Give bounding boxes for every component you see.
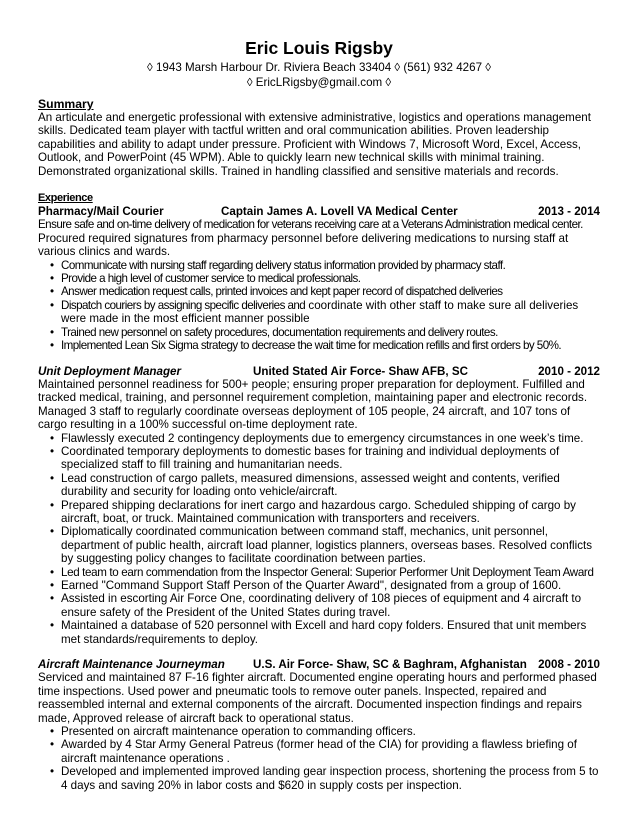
- job-organization: United Stated Air Force- Shaw AFB, SC: [253, 364, 468, 378]
- list-item: • Trained new personnel on safety procedures, documentation requirements and delivery routes.: [61, 326, 600, 339]
- job-bullet-list: [38, 259, 600, 353]
- list-item: • Developed and implemented improved landing gear inspection process, shortening the process from 5 to 4 days and saving 20% in labor costs and $620 in supply costs per inspection.: [61, 765, 600, 792]
- list-item: • Awarded by 4 Star Army General Patreus (former head of the CIA) for providing a flawless briefing of aircraft maintenance operations .: [61, 738, 600, 765]
- job-dates: 2010 - 2012: [538, 364, 600, 378]
- job-dates: 2013 - 2014: [538, 205, 600, 219]
- job-title: Pharmacy/Mail Courier: [38, 205, 164, 219]
- list-item: • Communicate with nursing staff regarding delivery status information provided by pharmacy staff.: [61, 259, 600, 272]
- list-item: • Maintained a database of 520 personnel with Excell and hard copy folders. Ensured that unit members met standards/requirements to deploy.: [61, 619, 600, 646]
- job-description-part: Ensure safe and on-time delivery of medication for veterans receiving care at a Veterans Administration medical center.: [38, 218, 583, 232]
- list-item: • Implemented Lean Six Sigma strategy to decrease the wait time for medication refills and first orders by 50%.: [61, 339, 600, 352]
- summary-heading: Summary: [38, 97, 94, 111]
- list-item: • Diplomatically coordinated communication between command staff, mechanics, unit personnel, department of public health, aircraft load planner, logistics planners, overseas bases. Resolved conflicts by suggesting policy changes to facilitate coordination between parties.: [61, 525, 600, 565]
- list-item: • Assisted in escorting Air Force One, coordinating delivery of 108 pieces of equipment and 4 aircraft to ensure safety of the President of the United States during travel.: [61, 592, 600, 619]
- job-organization: U.S. Air Force- Shaw, SC & Baghram, Afghanistan: [253, 658, 527, 672]
- job-header: [38, 658, 600, 671]
- list-item-part: coordinate with other staff to make sure all deliveries were made in the most efficient manner possible: [61, 298, 579, 326]
- list-item: • Presented on aircraft maintenance operation to commanding officers.: [61, 725, 600, 738]
- job-bullet-list: [38, 432, 600, 647]
- job-header: [38, 365, 600, 378]
- job-title: Unit Deployment Manager: [38, 364, 182, 378]
- list-item: • Earned "Command Support Staff Person of the Quarter Award", designated from a group of 1600.: [61, 579, 600, 592]
- job-description: [38, 218, 600, 258]
- list-item: • Lead construction of cargo pallets, measured dimensions, assessed weight and contents, verified durability and security for loading onto vehicle/aircraft.: [61, 472, 600, 499]
- list-item: • Coordinated temporary deployments to domestic bases for training and individual deployments of specialized staff to fill training and humanitarian needs.: [61, 445, 600, 472]
- list-item: • Provide a high level of customer service to medical professionals.: [61, 272, 600, 285]
- job-description-part: Procured required signatures from pharmacy personnel before delivering medications to nursing staff at various clinics and wards.: [38, 231, 569, 259]
- list-item: • Flawlessly executed 2 contingency deployments due to emergency circumstances in one week’s time.: [61, 432, 600, 445]
- list-item: • Answer medication request calls, printed invoices and kept paper record of dispatched deliveries: [61, 285, 600, 298]
- job-description: Maintained personnel readiness for 500+ people; ensuring proper preparation for deployment. Fulfilled and tracked medical, training, and personnel requirement completion, maintaining paper and electronic records. Managed 3 staff to regularly coordinate overseas deployment of 105 people, 24 aircraft, and 107 tons of cargo resulting in a 100% successful on-time deployment rate.: [38, 377, 588, 432]
- job-title: Aircraft Maintenance Journeyman: [38, 658, 225, 672]
- job-organization: Captain James A. Lovell VA Medical Center: [221, 205, 458, 219]
- job-description: Serviced and maintained 87 F-16 fighter aircraft. Documented engine operating hours and performed phased time inspections. Used power and pneumatic tools to remove outer panels. Inspected, repaired and reassembled internal and external components of the aircraft. Documented inspection findings and repairs made, Approved release of aircraft back to operational status.: [38, 671, 597, 725]
- list-item: • Prepared shipping declarations for inert cargo and hazardous cargo. Scheduled shipping of cargo by aircraft, boat, or truck. Maintained communication with transporters and receivers.: [61, 499, 600, 526]
- list-item: [61, 299, 600, 326]
- summary-text: An articulate and energetic professional with extensive administrative, logistics and operations management skills. Dedicated team player with tactful written and oral communication abilities. Proven leadership capabilities and ability to adapt under pressure. Proficient with Windows 7, Microsoft Word, Excel, Access, Outlook, and PowerPoint (45 WPM). Able to quickly learn new technical skills with minimal training. Demonstrated organizational skills. Trained in handling classified and sensitive materials and records.: [38, 111, 591, 178]
- address-line: ◊ 1943 Marsh Harbour Dr. Riviera Beach 33404 ◊ (561) 932 4267 ◊: [147, 61, 491, 74]
- list-item: • Led team to earn commendation from the Inspector General: Superior Performer Unit Deployment Team Award: [61, 566, 600, 579]
- job-bullet-list: [38, 725, 600, 792]
- job-header: [38, 205, 600, 218]
- experience-heading: Experience: [38, 192, 93, 205]
- candidate-name: Eric Louis Rigsby: [245, 38, 393, 58]
- job-dates: 2008 - 2010: [538, 658, 600, 672]
- list-item-part: Dispatch couriers by assigning specific deliveries and: [61, 298, 306, 312]
- email-line: ◊ EricLRigsby@gmail.com ◊: [246, 76, 392, 89]
